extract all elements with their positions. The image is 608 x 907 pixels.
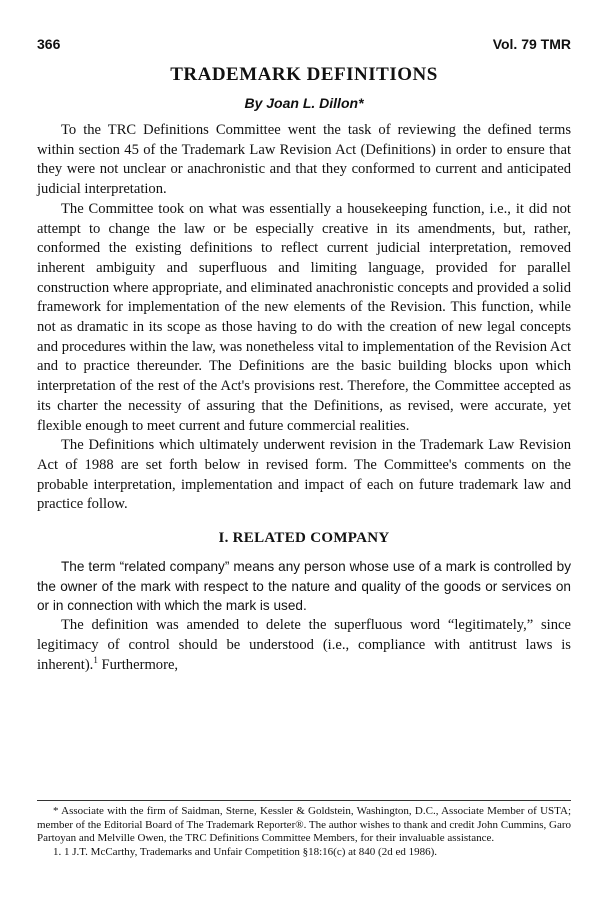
footnote-divider [37, 800, 571, 801]
author-byline [0, 95, 608, 111]
definition-quote: The term “related company” means any person whose use of a mark is controlled by the owner of the mark with respect to the nature and quality of the goods or services on or in connection with which the mark is used. [37, 558, 571, 614]
article-title: TRADEMARK DEFINITIONS [170, 64, 438, 85]
paragraph [37, 616, 571, 675]
footnote: * Associate with the firm of Saidman, Sterne, Kessler & Goldstein, Washington, D.C., Associate Member of USTA; member of the Editorial Board of The Trademark Reporter®. The author wishes to thank and credit John Cummins, Garo Partoyan and Melville Owen, the TRC Definitions Committee Members, for their invaluable assistance. [37, 805, 572, 845]
volume-label: Vol. 79 TMR [492, 36, 571, 52]
section-heading: I. RELATED COMPANY [218, 530, 390, 547]
article-body [37, 121, 571, 675]
running-header [37, 36, 571, 56]
paragraph: The Committee took on what was essentially a housekeeping function, i.e., it did not attempt to change the law or be especially creative in its amendments, but, rather, conformed the existing definitions to reflect current judicial interpretation, removed inherent ambiguity and superfluous and limiting language, provided for parallel construction where appropriate, and eliminated anachronistic concepts and provided a solid framework for implementation of the new elements of the Revision. This function, while not as dramatic in its scope as those having to do with the creation of new legal concepts and procedures within the law, was nonetheless vital to implementation of the Revision Act and to practice thereunder. The Definitions are the basic building blocks upon which interpretation of the rest of the Act's provisions rest. Therefore, the Committee accepted as its charter the necessity of assuring that the Definitions, as revised, were accurate, yet flexible enough to meet current and future commercial realities. [37, 200, 571, 434]
paragraph-text-continued: Furthermore, [97, 656, 179, 673]
footnote-reference: 1 [93, 654, 98, 665]
page-number: 366 [37, 36, 61, 52]
author-footnote-mark: * [358, 95, 364, 111]
paragraph: To the TRC Definitions Committee went the task of reviewing the defined terms within section 45 of the Trademark Law Revision Act (Definitions) in order to ensure that they were not unclear or anachronistic and that they conformed to current and anticipated judicial interpretation. [37, 122, 571, 198]
author-name: By Joan L. Dillon [244, 95, 359, 111]
footnote: 1. 1 J.T. McCarthy, Trademarks and Unfair Competition §18:16(c) at 840 (2d ed 1986). [53, 845, 438, 858]
paragraph: The Definitions which ultimately underwent revision in the Trademark Law Revision Act of 1988 are set forth below in revised form. The Committee's comments on the probable interpretation, implementation and impact of each on future trademark law and practice follow. [37, 437, 571, 513]
footnotes [37, 805, 571, 859]
paragraph-text: The definition was amended to delete the superfluous word “legitimately,” since legitimacy of control should be understood (i.e., compliance with antitrust laws is inherent). [37, 617, 571, 673]
